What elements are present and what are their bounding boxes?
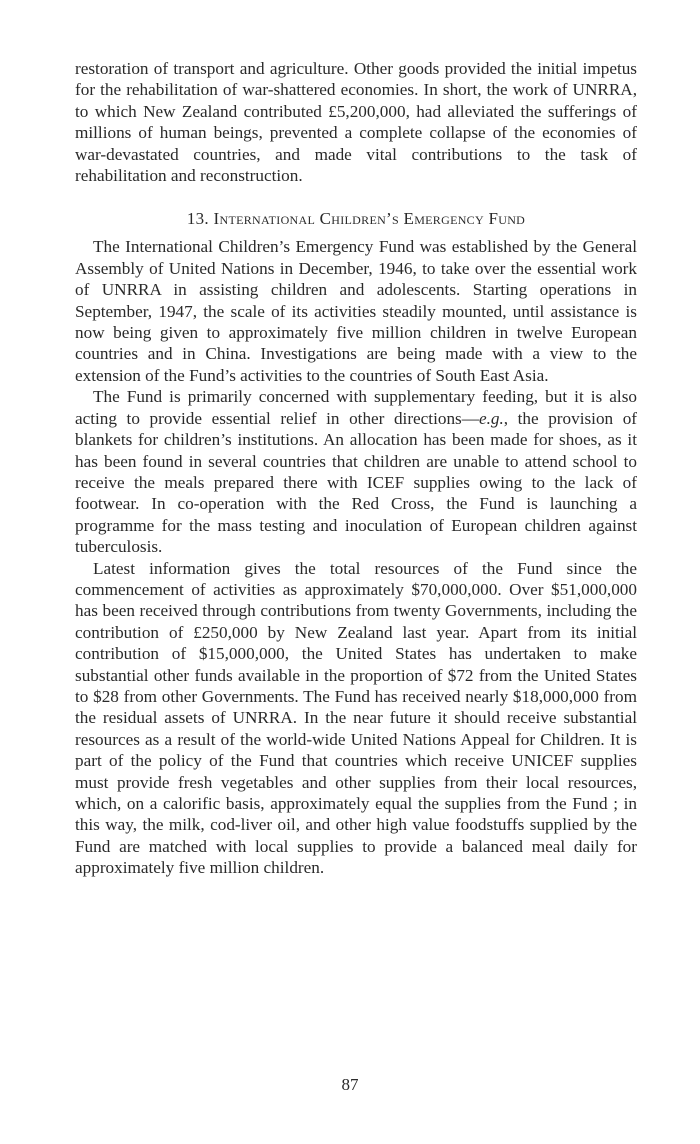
- paragraph-icef-activities-part2: , the provision of blankets for children’s institutions. An allocation has been made for shoes, as it has been found in several countries that children are unable to attend school to receive the meals prepared there with ICEF supplies owing to the lack of footwear. In co-operation with the Red Cross, the Fund is launching a programme for the mass testing and inoculation of European children against tuberculosis.: [75, 408, 638, 557]
- paragraph-icef-activities: [75, 386, 637, 557]
- section-heading: [75, 208, 637, 230]
- paragraph-unrra-conclusion: restoration of transport and agriculture. Other goods provided the initial impetus for the rehabilitation of war-shattered economies. In short, the work of UNRRA, to which New Zealand contributed £5,200,000, had alleviated the sufferings of millions of human beings, prevented a complete collapse of the economies of war-devastated countries, and made vital contributions to the task of rehabilitation and reconstruction.: [75, 59, 637, 186]
- section-number: 13.: [186, 209, 209, 229]
- page-number: 87: [341, 1075, 359, 1094]
- paragraph-icef-establishment: The International Children’s Emergency Fund was established by the General Assembly of United Nations in December, 1946, to take over the essential work of UNRRA in assisting children and adolescents. Starting operations in September, 1947, the scale of its activities steadily mounted, until assistance is now being given to approximately five million children in twelve European countries and in China. Investigations are being made with a view to the extension of the Fund’s activities to the countries of South East Asia.: [75, 237, 637, 385]
- section-title: International Children’s Emergency Fund: [213, 209, 526, 229]
- eg-abbreviation: e.g.: [478, 408, 504, 428]
- paragraph-icef-resources: Latest information gives the total resources of the Fund since the commencement of activities as approximately $70,000,000. Over $51,000,000 has been received through contributions from twenty Governments, including the contribution of £250,000 by New Zealand last year. Apart from its initial contribution of $15,000,000, the United States has undertaken to make substantial other funds available in the proportion of $72 from the United States to $28 from other Governments. The Fund has received nearly $18,000,000 from the residual assets of UNRRA. In the near future it should receive substantial resources as a result of the world-wide United Nations Appeal for Children. It is part of the policy of the Fund that countries which receive UNICEF supplies must provide fresh vegetables and other supplies from their local resources, which, on a calorific basis, approximately equal the supplies from the Fund ; in this way, the milk, cod-liver oil, and other high value foodstuffs supplied by the Fund are matched with local supplies to provide a balanced meal daily for approximately five million children.: [75, 558, 637, 878]
- paragraph-icef-activities-part1: The Fund is primarily concerned with supplementary feeding, but it is also acting to provide essential relief in other directions—: [75, 387, 637, 428]
- page-body: [75, 58, 637, 879]
